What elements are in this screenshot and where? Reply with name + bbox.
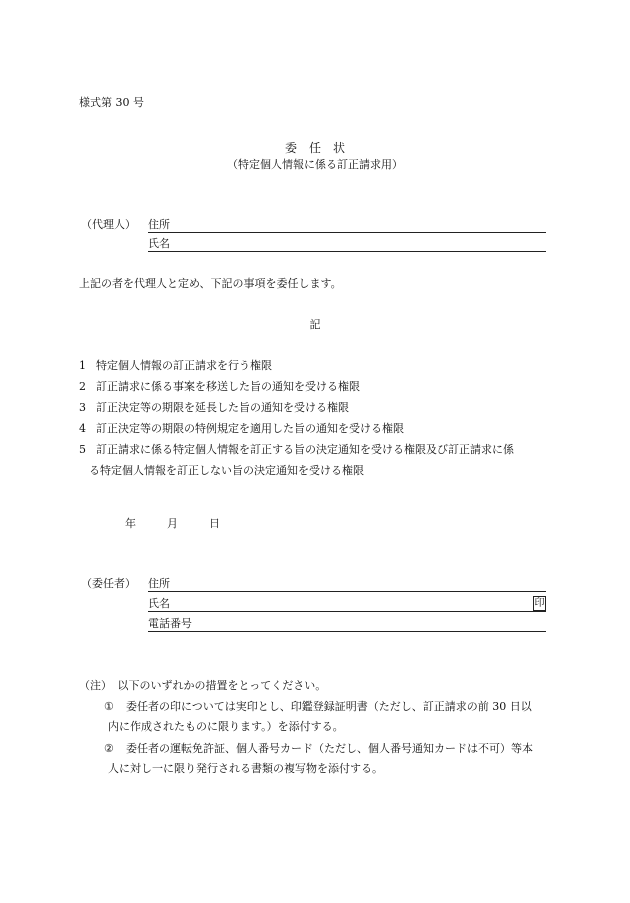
- list-item: [79, 418, 554, 439]
- date-year: 年: [125, 517, 136, 530]
- note-text: 委任者の印については実印とし、印鑑登録証明書（ただし、訂正請求の前 30 日以: [126, 700, 532, 713]
- note-text: 委任者の運転免許証、個人番号カード（ただし、個人番号通知カードは不可）等本: [126, 742, 533, 755]
- note-marker: ②: [104, 742, 114, 755]
- list-item: [79, 397, 554, 418]
- note-marker: ①: [104, 700, 114, 713]
- date-month: 月: [167, 517, 178, 530]
- principal-address-field[interactable]: [148, 577, 546, 592]
- agent-address-field[interactable]: [148, 218, 546, 233]
- item-number: 3: [79, 401, 86, 414]
- item-text: 訂正決定等の期限の特例規定を適用した旨の通知を受ける権限: [96, 422, 404, 435]
- item-text-continued: る特定個人情報を訂正しない旨の決定通知を受ける権限: [89, 464, 364, 477]
- note-item: [104, 697, 554, 737]
- item-text: 特定個人情報の訂正請求を行う権限: [96, 359, 272, 372]
- document-subtitle: （特定個人情報に係る訂正請求用）: [227, 158, 403, 171]
- principal-label: （委任者）: [81, 577, 136, 590]
- date-day: 日: [209, 517, 220, 530]
- item-number: 5: [79, 443, 86, 456]
- note-text-continued: 内に作成されたものに限ります。）を添付する。: [108, 720, 344, 733]
- note-item: [104, 739, 554, 779]
- principal-name-field[interactable]: [148, 597, 546, 612]
- document-title: 委 任 状: [284, 141, 345, 155]
- delegation-statement: 上記の者を代理人と定め、下記の事項を委任します。: [79, 277, 342, 290]
- principal-name-label: 氏名: [148, 597, 170, 610]
- agent-name-label: 氏名: [148, 237, 170, 250]
- form-number: 様式第 30 号: [79, 96, 144, 109]
- list-item: [79, 376, 554, 397]
- item-text: 訂正請求に係る事案を移送した旨の通知を受ける権限: [96, 380, 360, 393]
- list-item: [79, 355, 554, 376]
- principal-phone-field[interactable]: [148, 617, 546, 632]
- list-item: [79, 439, 554, 481]
- seal-box: 印: [534, 598, 545, 609]
- principal-phone-label: 電話番号: [148, 617, 192, 630]
- agent-label: （代理人）: [81, 218, 136, 231]
- item-number: 2: [79, 380, 86, 393]
- item-number: 1: [79, 359, 86, 372]
- item-text: 訂正決定等の期限を延長した旨の通知を受ける権限: [96, 401, 349, 414]
- ki-heading: 記: [309, 318, 321, 331]
- agent-address-label: 住所: [148, 218, 170, 231]
- note-heading: （注） 以下のいずれかの措置をとってください。: [79, 679, 327, 692]
- date-line: [125, 517, 220, 531]
- principal-address-label: 住所: [148, 577, 170, 590]
- note-text-continued: 人に対し一に限り発行される書類の複写物を添付する。: [108, 762, 383, 775]
- agent-name-field[interactable]: [148, 237, 546, 252]
- item-number: 4: [79, 422, 86, 435]
- item-text: 訂正請求に係る特定個人情報を訂正する旨の決定通知を受ける権限及び訂正請求に係: [96, 443, 514, 456]
